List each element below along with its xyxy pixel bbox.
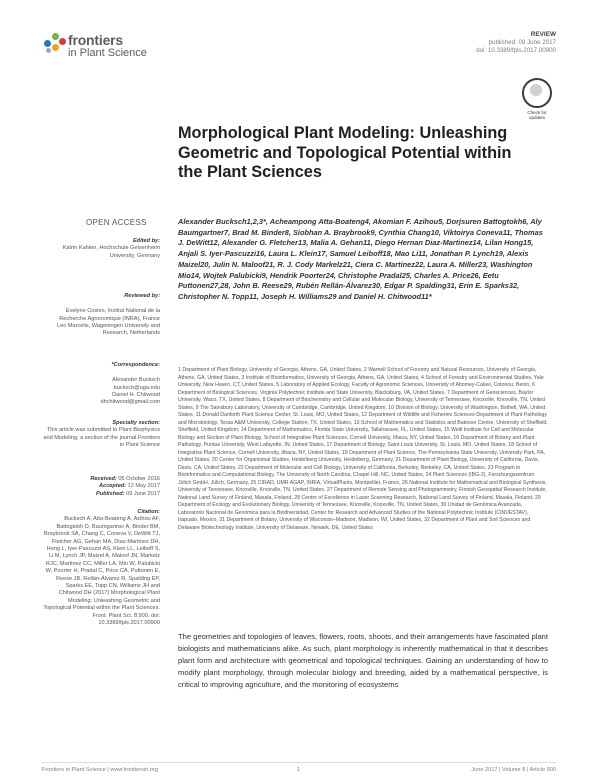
specialty-label: Specialty section: xyxy=(112,420,160,426)
article-type: REVIEW xyxy=(530,31,556,38)
footer-volume: June 2017 | Volume 8 | Article 900 xyxy=(471,767,556,773)
article-meta xyxy=(476,31,556,55)
footer-journal[interactable]: Frontiers in Plant Science | www.frontiersin.org xyxy=(42,767,158,773)
editor-block xyxy=(42,238,160,260)
citation-value: Bucksch A, Atta-Boateng A, Azihou AF, Battogtokh D, Baumgartner A, Binder BM, Braybrook SA, Chang C, Coneva V, DeWitt TJ, Fletcher AG, Gehan MA, Diaz-Martinez DH, Hong L, Iyer-Pascuzzi AS, Klein LL, Leiboff S, Li M, Lynch JP, Maizel A, Maloof JN, Markelz RJC, Martinez CC, Miller LA, Mio W, Palubicki W, Poorter H, Pradal C, Price CA, Puttonen E, Reese JB, Rellán-Álvarez R, Spalding EP, Sparks EE, Topp CN, Williams JH and Chitwood DH (2017) Morphological Plant Modeling: Unleashing Geometric and Topological Potential within the Plant Sciences. Front. Plant Sci. 8:900. doi: 10.3389/fpls.2017.00900 xyxy=(43,516,160,627)
citation-label: Citation: xyxy=(137,509,160,515)
page-number: 1 xyxy=(297,767,301,773)
open-access-label: OPEN ACCESS xyxy=(86,218,147,227)
author-list: Alexander Bucksch1,2,3*, Acheampong Atta-Boateng4, Akomian F. Azihou5, Dorjsuren Battogtokh6, Aly Baumgartner7, Brad M. Binder8, Siobhan A. Braybrook9, Cynthia Chang10, Viktoirya Coneva11, Thomas J. DeWitt12, Alexander G. Fletcher13, Malia A. Gehan11, Diego Hernan Diaz-Martinez14, Lilan Hong15, Anjali S. Iyer-Pascuzzi16, Laura L. Klein17, Samuel Leiboff18, Mao Li11, Jonathan P. Lynch19, Alexis Maizel20, Julin N. Maloof21, R. J. Cody Markelz21, Ciera C. Martinez22, Laura A. Miller23, Washington Mio14, Wojtek Palubicki9, Hendrik Poorter24, Christophe Pradal25, Charles A. Price26, Eetu Puttonen27,28, John B. Reese29, Rubén Rellán-Álvarez30, Edgar P. Spalding31, Erin E. Sparks32, Christopher N. Topp11, Joseph H. Williams29 and Daniel H. Chitwood11* xyxy=(178,217,543,301)
reviewed-by-value: Evelyne Costes, Institut National de la Recherche Agronomique (INRA), France Leo Marcelis, Wageningen University and Research, Netherlands xyxy=(56,308,160,337)
citation-block xyxy=(42,509,160,628)
correspondence-block xyxy=(42,355,160,414)
reviewer-block xyxy=(42,286,160,345)
edited-by-value: Katrin Kahlen, Hochschule Geisenheim University, Germany xyxy=(62,245,160,259)
specialty-block xyxy=(42,420,160,450)
published-label: Published: xyxy=(95,490,125,497)
frontiers-logo[interactable] xyxy=(44,32,184,62)
article-title: Morphological Plant Modeling: Unleashing Geometric and Topological Potential within the Plant Sciences xyxy=(178,124,512,181)
correspondence-value[interactable]: Alexander Bucksch bucksch@uga.edu Daniel H. Chitwood dhchitwood@gmail.com xyxy=(100,377,160,406)
specialty-value: This article was submitted to Plant Biophysics and Modeling, a section of the journal Frontiers in Plant Science xyxy=(43,427,160,449)
accepted-date: 12 May 2017 xyxy=(127,483,160,490)
article-doi[interactable]: doi: 10.3389/fpls.2017.00900 xyxy=(476,47,556,54)
logo-dots-icon xyxy=(44,32,66,54)
journal-name: in Plant Science xyxy=(68,47,147,59)
correspondence-label: *Correspondence: xyxy=(111,362,160,369)
edited-by-label: Edited by: xyxy=(132,238,160,244)
accepted-label: Accepted: xyxy=(99,483,127,490)
received-date: 05 October 2016 xyxy=(118,476,160,482)
received-label: Received: xyxy=(90,476,117,482)
brand-name: frontiers xyxy=(68,32,123,48)
published-date: published: 09 June 2017 xyxy=(488,39,556,46)
affiliations: 1 Department of Plant Biology, University of Georgia, Athens, GA, United States, 2 Warnell School of Forestry and Natural Resources, University of Georgia, Athens, GA, United States, 3 Institute of Bioinformatics, University of Georgia, Athens, GA, United States, 4 School of Forestry and Environmental Studies, Yale University, New Haven, CT, United States, 5 Laboratory of Applied Ecology, Faculty of Agronomic Sciences, University of Abomey-Calavi, Cotonou, Benin, 6 Department of Biological Sciences, Virginia Polytechnic Institute and State University, Blacksburg, VA, United States, 7 Department of Geosciences, Baylor University, Waco, TX, United States, 8 Department of Biochemistry and Cellular and Molecular Biology, University of Tennessee, Knoxville, Knoxville, TN, United States, 9 The Sainsbury Laboratory, University of Cambridge, Cambridge, United Kingdom, 10 Division of Biology, University of Washington, Bothell, WA, United States, 11 Donald Danforth Plant Science Center, St. Louis, MO, United States, 12 Department of Wildlife and Fisheries Sciences-Department of Plant Pathology and Microbiology, Texas A&M University, College Station, TX, United States, 13 School of Mathematics and Statistics and Bateson Centre, University of Sheffield, Sheffield, United Kingdom, 14 Department of Mathematics, Florida State University, Tallahassee, FL, United States, 15 Weill Institute for Cell and Molecular Biology and Section of Plant Biology, School of Integrative Plant Sciences, Cornell University, Ithaca, NY, United States, 16 Department of Botany and Plant Pathology, Purdue University, West Lafayette, IN, United States, 17 Department of Biology, Saint Louis University, St. Louis, MO, United States, 18 School of Integrative Plant Science, Cornell University, Ithaca, NY, United States, 19 Department of Plant Science, The Pennsylvania State University, University Park, PA, United States, 20 Center for Organismal Studies, Heidelberg University, Heidelberg, Germany, 21 Department of Plant Biology, University of California, Davis, Davis, CA, United States, 22 Department of Molecular and Cell Biology, University of California, Berkeley, Berkeley, CA, United States, 23 Program in Bioinformatics and Computational Biology, The University of North Carolina, Chapel Hill, NC, United States, 24 Plant Sciences (IBG-2), Forschungszentrum Jülich GmbH, Jülich, Germany, 25 CIRAD, UMR AGAP, INRIA, VirtualPlants, Montpellier, France, 26 National Institute for Mathematical and Biological Synthesis, University of Tennessee, Knoxville, Knoxville, TN, United States, 27 Department of Remote Sensing and Photogrammetry, Finnish Geospatial Research Institute, National Land Survey of Finland, Masala, Finland, 28 Centre of Excellence in Laser Scanning Research, National Land Survey of Finland, Masala, Finland, 29 Department of Ecology and Evolutionary Biology, University of Tennessee, Knoxville, Knoxville, TN, United States, 30 Unidad de Genómica Avanzada, Laboratorio Nacional de Genómica para la Biodiversidad, Center for Research and Advanced Studies of the National Polytechnic Institute (CINVESTAV), Irapuato, Mexico, 31 Department of Botany, University of Wisconsin–Madison, Madison, WI, United States, 32 Department of Plant and Soil Sciences and Delaware Biotechnology Institute, University of Delaware, Newark, DE, United States xyxy=(178,367,548,531)
dates-block xyxy=(42,476,160,498)
published-date-side: 09 June 2017 xyxy=(126,490,160,497)
footer-divider xyxy=(42,762,556,763)
reviewed-by-label: Reviewed by: xyxy=(124,293,160,300)
check-for-updates-badge[interactable] xyxy=(519,78,555,122)
abstract: The geometries and topologies of leaves, flowers, roots, shoots, and their arrangements have fascinated plant biologists and mathematicians alike. As such, plant morphology is inherently mathematical in that it describes plant form and architecture with geometrical and topological techniques. Gaining an understanding of how to modify plant morphology, through molecular biology and breeding, aided by a mathematical perspective, is critical to improving agriculture, and the monitoring of ecosystems xyxy=(178,632,548,689)
update-icon xyxy=(522,78,552,108)
update-badge-label: Check for updates xyxy=(527,110,547,120)
